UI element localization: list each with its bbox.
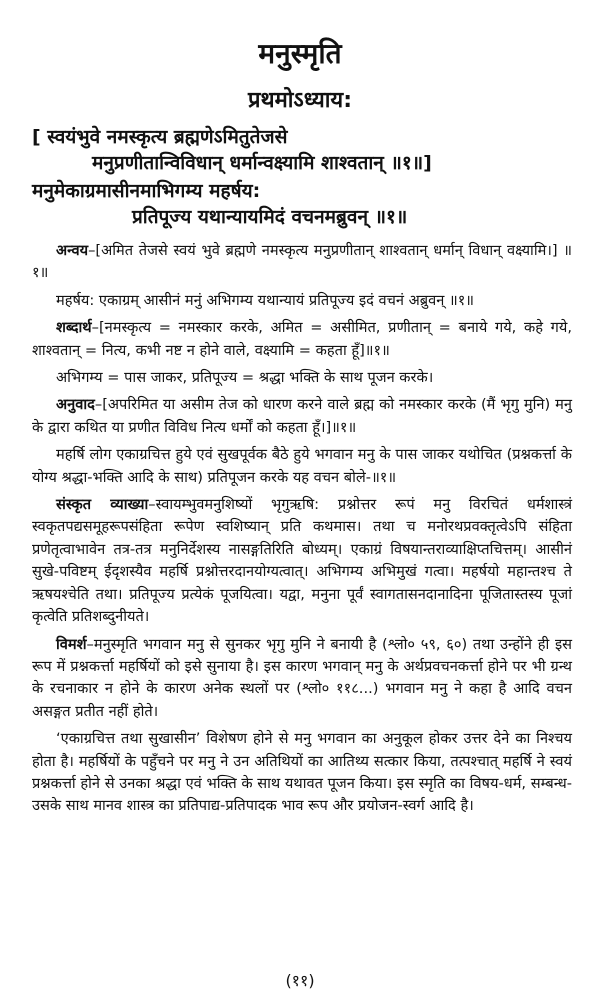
shabdartha-text: –[नमस्कृत्य = नमस्कार करके, अमित = असीमित, प्रणीतान् = बनाये गये, कहे गये, शाश्वतान् = नित्य, कभी नष्ट न होने वाले, वक्ष्यामि = कहता हूँ]॥१॥ [32, 319, 572, 359]
verse-main-line-1: मनुमेकाग्रमासीनमाभिगम्य महर्षय: [32, 180, 261, 202]
anvaya-paragraph-2 [32, 290, 572, 312]
anvaya2-text: महर्षय: एकाग्रम् आसीनं मनुं अभिगम्य यथान्यायं प्रतिपूज्य इदं वचनं अब्रुवन् ॥१॥ [56, 291, 475, 309]
verse-main-line-2: प्रतिपूज्य यथान्यायमिदं वचनमब्रुवन् ॥१॥ [132, 206, 408, 228]
vimarsh-label: विमर्श [56, 635, 87, 653]
sanskrit-vyakhya-paragraph [32, 494, 572, 628]
vimarsh2-text: ‘एकाग्रचित्त तथा सुखासीन’ विशेषण होने से मनु भगवान का अनुकूल होकर उत्तर देने का निश्चय होता है। महर्षियों के पहुँचने पर मनु ने उन अतिथियों का आतिथ्य सत्कार किया, तत्पश्चात् महर्षि ने स्वयं प्रश्नकर्त्ता होने से उनका श्रद्धा एवं भक्ति के साथ यथावत पूजन किया। इस स्मृति का विषय-धर्म, सम्बन्ध-उसके साथ मानव शास्त्र का प्रतिपाद्य-प्रतिपादक भाव रूप और प्रयोजन-स्वर्ग आदि है। [32, 730, 572, 815]
shabdartha2-text: अभिगम्य = पास जाकर, प्रतिपूज्य = श्रद्धा भक्ति के साथ पूजन करके। [56, 369, 434, 387]
shabdartha-paragraph [32, 317, 572, 362]
vimarsh-paragraph [32, 634, 572, 724]
page-number: (११) [285, 971, 315, 990]
anvaya-paragraph [32, 240, 572, 285]
anuvad-text: –[अपरिमित या असीम तेज को धारण करने वाले ब्रह्म को नमस्कार करके (मैं भृगु मुनि) मनु के द्वारा कथित या प्रणीत विविध नित्य धर्मों को कहता हूँ।]॥१॥ [32, 396, 572, 436]
anvaya-text: –[अमित तेजसे स्वयं भुवे ब्रह्मणे नमस्कृत्य मनुप्रणीतान् शाश्वतान् धर्मान् विधान् वक्ष्यामि।] ॥१॥ [32, 242, 572, 282]
sanskrit-vyakhya-text: –स्वायम्भुवमनुशिष्यों भृगुऋषि: प्रश्नोत्तर रूपं मनु विरचितं धर्मशास्त्रं स्वकृतपद्यसमूहरूपसंहिता रूपेण स्वशिष्यान् प्रति कथमास। तथा च मनोरथप्रवक्तृत्वेऽपि संहिता प्रणेतृत्वाभावेन तत्र-तत्र मनुनिर्देशस्य नासङ्गतिरिति बोध्यम्। एकाग्रं विषयान्तराव्याक्षिप्तचित्तम्। आसीनं सुखे-पविष्टम् ईदृशस्यैव महर्षि प्रश्नोत्तरदानयोग्यत्वात्। अभिगम्य अभिमुखं गत्वा। महर्षयो महान्तश्च ते ऋषयश्चेति तथा। प्रतिपूज्य प्रत्येकं पूजयित्वा। यद्वा, मनुना पूर्वं स्वागतासनदानादिना पूजितास्तस्य पूजां कृत्वेति प्रतिशब्दुनीयते। [32, 496, 572, 626]
anuvad-label: अनुवाद [56, 396, 95, 414]
verse-bracketed-line-2: मनुप्रणीतान्विविधान् धर्मान्वक्ष्यामि शाश्वतान् ॥१॥] [92, 152, 432, 174]
commentary-body [32, 240, 572, 818]
sanskrit-vyakhya-label: संस्कृत व्याख्या [56, 496, 149, 514]
anuvad-paragraph-2 [32, 444, 572, 489]
verse-bracketed-line-1: [ स्वयंभुवे नमस्कृत्य ब्रह्मणेऽमितुतेजसे [32, 126, 288, 148]
page-title: मनुस्मृति [258, 37, 342, 70]
anuvad-paragraph [32, 394, 572, 439]
shabdartha-label: शब्दार्थ [56, 319, 92, 337]
anuvad2-text: महर्षि लोग एकाग्रचित्त हुये एवं सुखपूर्वक बैठे हुये भगवान मनु के पास जाकर यथोचित (प्रश्नकर्त्ता के योग्य श्रद्धा-भक्ति आदि के साथ) प्रतिपूजन करके यह वचन बोले-॥१॥ [32, 446, 572, 486]
anvaya-label: अन्वय [56, 242, 89, 259]
chapter-title: प्रथमोऽध्याय: [248, 88, 352, 113]
vimarsh-text: –मनुस्मृति भगवान मनु से सुनकर भृगु मुनि ने बनायी है (श्लो० ५९, ६०) तथा उन्होंने ही इस रूप में प्रश्नकर्त्ता महर्षियों को इसे सुनाया है। इस कारण भगवान् मनु के अर्थप्रवचनकर्त्ता होने पर भी ग्रन्थ के रचनाकार न होने के कारण अनेक स्थलों पर (श्लो० ११८...) भगवान मनु ने कहा है आदि वचन असङ्गत प्रतीत नहीं होते। [32, 635, 572, 720]
shabdartha-paragraph-2 [32, 367, 572, 389]
vimarsh-paragraph-2 [32, 728, 572, 818]
